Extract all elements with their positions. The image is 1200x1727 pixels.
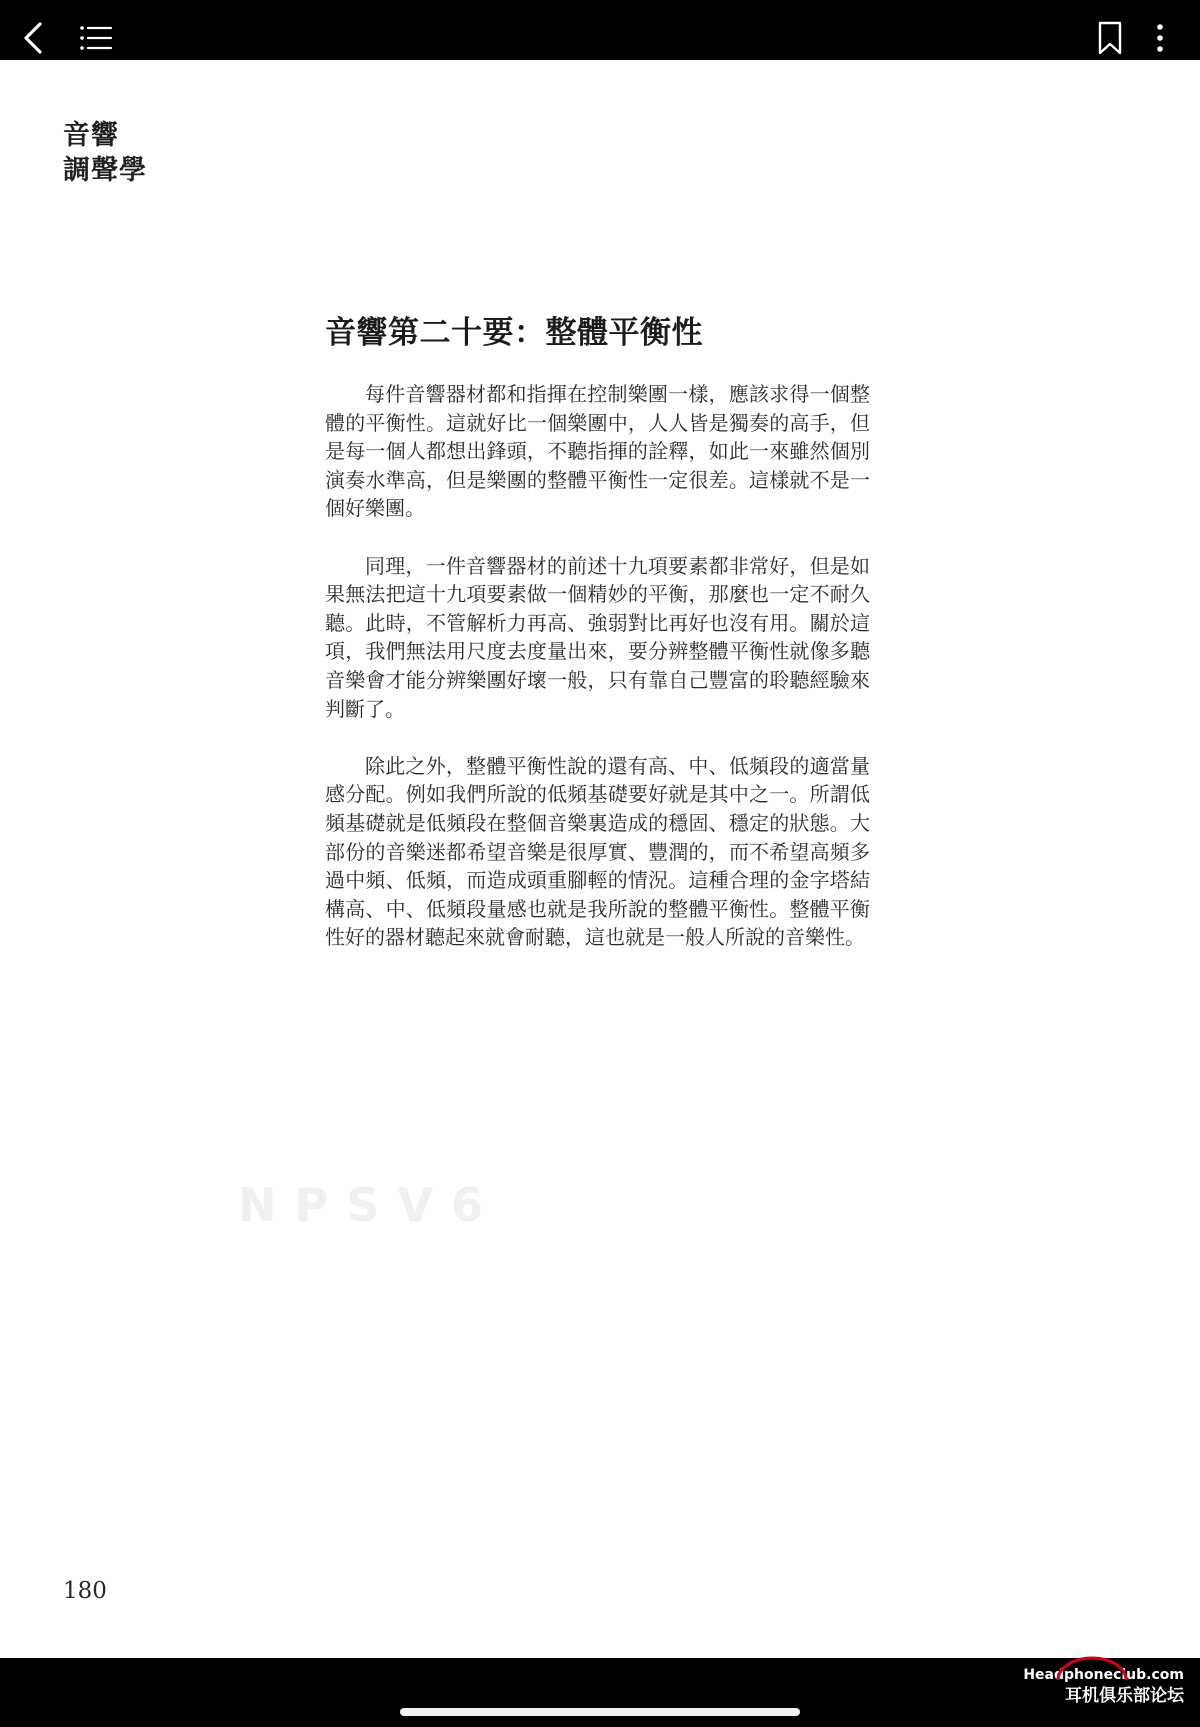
site-logo-en: Headphoneclub.com — [1023, 1667, 1184, 1683]
bookmark-icon — [1097, 21, 1123, 55]
back-button[interactable] — [12, 20, 56, 56]
site-logo-cn: 耳机俱乐部论坛 — [1065, 1686, 1184, 1706]
more-vertical-icon — [1155, 23, 1165, 53]
top-toolbar — [0, 0, 1200, 60]
home-indicator[interactable] — [400, 1708, 800, 1716]
paragraph: 每件音響器材都和指揮在控制樂團一樣，應該求得一個整體的平衡性。這就好比一個樂團中，人人皆是獨奏的高手，但是每一個人都想出鋒頭，不聽指揮的詮釋，如此一來雖然個別演奏水準高，但是樂團的整體平衡性一定很差。這樣就不是一個好樂團。 — [325, 382, 870, 521]
list-icon — [79, 24, 113, 52]
running-head-line: 調聲學 — [63, 155, 147, 186]
bottom-bar — [0, 1658, 1200, 1727]
page-number: 180 — [63, 1578, 107, 1604]
running-head — [63, 118, 147, 188]
bookmark-button[interactable] — [1088, 20, 1132, 56]
chevron-left-icon — [21, 21, 47, 55]
paragraph: 除此之外，整體平衡性說的還有高、中、低頻段的適當量感分配。例如我們所說的低頻基礎要好就是其中之一。所謂低頻基礎就是低頻段在整個音樂裏造成的穩固、穩定的狀態。大部份的音樂迷都希望音樂是很厚實、豐潤的，而不希望高頻多過中頻、低頻，而造成頭重腳輕的情況。這種合理的金字塔結構高、中、低頻段量感也就是我所說的整體平衡性。整體平衡性好的器材聽起來就會耐聽，這也就是一般人所說的音樂性。 — [325, 753, 870, 950]
more-options-button[interactable] — [1138, 20, 1182, 56]
paragraph: 同理，一件音響器材的前述十九項要素都非常好，但是如果無法把這十九項要素做一個精妙的平衡，那麼也一定不耐久聽。此時，不管解析力再高、強弱對比再好也沒有用。關於這項，我們無法用尺度去度量出來，要分辨整體平衡性就像多聽音樂會才能分辨樂團好壞一般，只有靠自己豐富的聆聽經驗來判斷了。 — [325, 553, 870, 721]
table-of-contents-button[interactable] — [74, 20, 118, 56]
body-text — [325, 380, 870, 980]
chapter-title: 音響第二十要：整體平衡性 — [325, 315, 703, 351]
site-logo — [1023, 1666, 1184, 1708]
running-head-line: 音響 — [63, 120, 119, 151]
watermark: NPSV6 — [238, 1178, 501, 1232]
headphone-icon — [1052, 1652, 1132, 1686]
